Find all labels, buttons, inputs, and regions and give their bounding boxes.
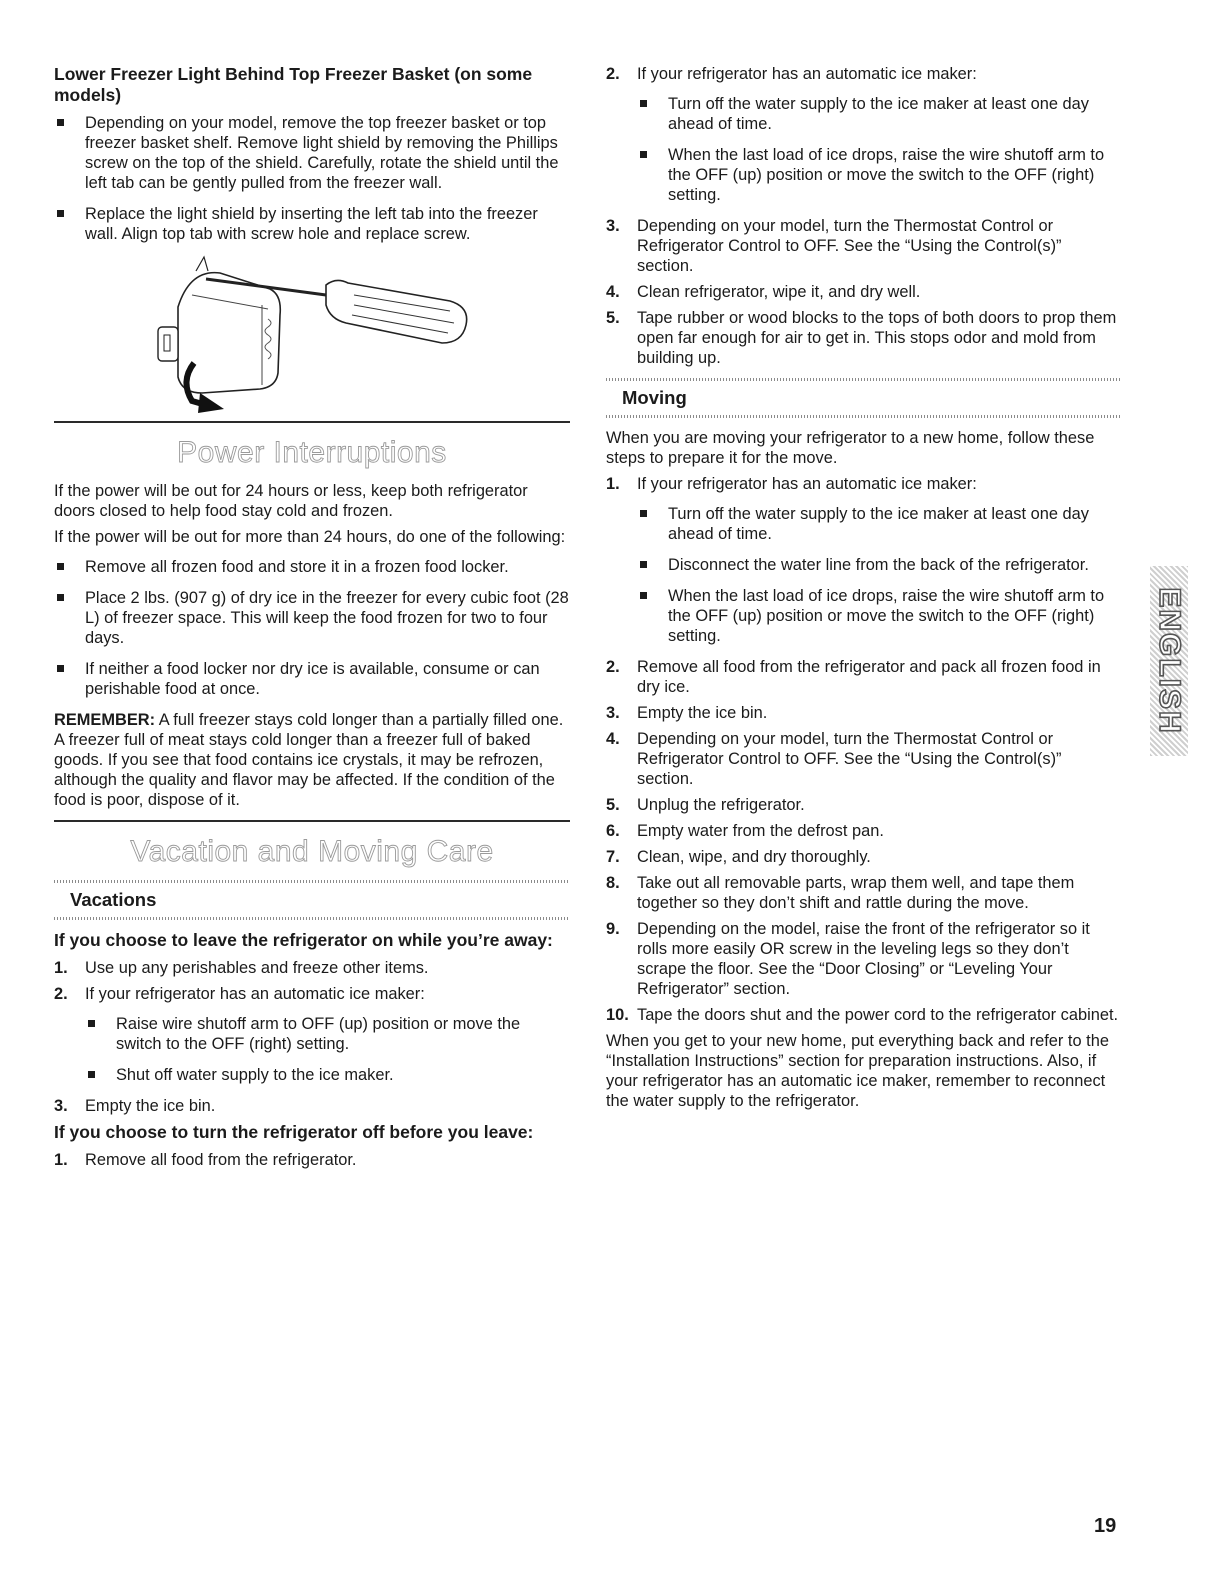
bullet-square-icon: [640, 151, 647, 158]
light-shield-illustration: [150, 255, 480, 415]
turn-off-heading: If you choose to turn the refrigerator off before you leave:: [54, 1122, 534, 1142]
left-column: [54, 64, 570, 1176]
bullet-square-icon: [57, 563, 64, 570]
bullet-item: When the last load of ice drops, raise the wire shutoff arm to the OFF (up) position or move the switch to the OFF (right) setting.: [637, 586, 1122, 646]
bullet-square-icon: [640, 100, 647, 107]
vacations-banner: [54, 880, 570, 920]
bullet-item: Place 2 lbs. (907 g) of dry ice in the freezer for every cubic foot (28 L) of freezer space. This will keep the food frozen for two to four days.: [54, 588, 570, 648]
bullet-item: Raise wire shutoff arm to OFF (up) position or move the switch to the OFF (right) setting.: [85, 1014, 570, 1054]
step-item: 1. Remove all food from the refrigerator.: [54, 1151, 357, 1169]
right-column: [606, 64, 1122, 1117]
step-item: 9. Depending on the model, raise the front of the refrigerator so it rolls more easily OR screw in the leveling legs so they don’t scrape the floor. See the “Door Closing” or “Leveling Your Refrigerator” section.: [606, 920, 1090, 998]
paragraph: When you get to your new home, put everything back and refer to the “Installation Instructions” section for preparation instructions. Also, if your refrigerator has an automatic ice maker, remember to reconnect the water supply to the refrigerator.: [606, 1032, 1109, 1110]
bullet-square-icon: [640, 592, 647, 599]
step-item: 5. Tape rubber or wood blocks to the tops of both doors to prop them open far enough for air to get in. This stops odor and mold from building up.: [606, 309, 1117, 367]
moving-banner: [606, 378, 1122, 418]
step-item: 2. If your refrigerator has an automatic ice maker:: [54, 985, 425, 1003]
step-item: 3. Empty the ice bin.: [54, 1097, 216, 1115]
paragraph: When you are moving your refrigerator to a new home, follow these steps to prepare it for the move.: [606, 429, 1095, 467]
step-item: 8. Take out all removable parts, wrap them well, and tape them together so they don’t shift and rattle during the move.: [606, 874, 1075, 912]
step-item: 2. Remove all food from the refrigerator and pack all frozen food in dry ice.: [606, 658, 1101, 696]
bullet-item: When the last load of ice drops, raise the wire shutoff arm to the OFF (up) position or move the switch to the OFF (right) setting.: [637, 145, 1122, 205]
step-item: 7. Clean, wipe, and dry thoroughly.: [606, 848, 871, 866]
step-item: 4. Depending on your model, turn the Thermostat Control or Refrigerator Control to OFF. See the “Using the Control(s)” section.: [606, 730, 1062, 788]
bullet-item: Disconnect the water line from the back of the refrigerator.: [637, 555, 1122, 575]
step-item: 2. If your refrigerator has an automatic ice maker:: [606, 65, 977, 83]
step-item: 1. Use up any perishables and freeze other items.: [54, 959, 429, 977]
bullet-item: Replace the light shield by inserting the left tab into the freezer wall. Align top tab with screw hole and replace screw.: [54, 204, 570, 244]
step-item: 6. Empty water from the defrost pan.: [606, 822, 884, 840]
bullet-item: Remove all frozen food and store it in a frozen food locker.: [54, 557, 570, 577]
section-divider: [54, 421, 570, 423]
vacations-label: Vacations: [70, 889, 157, 910]
bullet-square-icon: [88, 1020, 95, 1027]
bullet-square-icon: [88, 1071, 95, 1078]
bullet-square-icon: [57, 594, 64, 601]
language-side-tab: ENGLISH: [1150, 566, 1188, 756]
light-heading: Lower Freezer Light Behind Top Freezer Basket (on some models): [54, 64, 533, 105]
bullet-item: If neither a food locker nor dry ice is available, consume or can perishable food at once.: [54, 659, 570, 699]
step-item: 5. Unplug the refrigerator.: [606, 796, 805, 814]
bullet-square-icon: [640, 510, 647, 517]
power-interruptions-title: Power Interruptions: [177, 436, 447, 469]
bullet-square-icon: [57, 210, 64, 217]
bullet-square-icon: [640, 561, 647, 568]
remember-label: REMEMBER:: [54, 711, 156, 729]
step-item: 1. If your refrigerator has an automatic ice maker:: [606, 475, 977, 493]
bullet-square-icon: [57, 119, 64, 126]
leave-on-heading: If you choose to leave the refrigerator on while you’re away:: [54, 930, 553, 950]
step-item: 3. Empty the ice bin.: [606, 704, 768, 722]
bullet-square-icon: [57, 665, 64, 672]
moving-label: Moving: [622, 387, 687, 408]
paragraph: If the power will be out for more than 24 hours, do one of the following:: [54, 528, 566, 546]
section-divider: [54, 820, 570, 822]
vacation-moving-title: Vacation and Moving Care: [130, 835, 494, 868]
bullet-item: Shut off water supply to the ice maker.: [85, 1065, 570, 1085]
paragraph: If the power will be out for 24 hours or less, keep both refrigerator doors closed to help food stay cold and frozen.: [54, 482, 528, 520]
step-item: 4. Clean refrigerator, wipe it, and dry well.: [606, 283, 921, 301]
bullet-item: Depending on your model, remove the top freezer basket or top freezer basket shelf. Remove light shield by removing the Phillips screw on the top of the shield. Carefully, rotate the shield until the left tab can be gently pulled from the freezer wall.: [54, 113, 570, 193]
bullet-item: Turn off the water supply to the ice maker at least one day ahead of time.: [637, 94, 1122, 134]
bullet-item: Turn off the water supply to the ice maker at least one day ahead of time.: [637, 504, 1122, 544]
step-item: 3. Depending on your model, turn the Thermostat Control or Refrigerator Control to OFF. See the “Using the Control(s)” section.: [606, 217, 1062, 275]
remember-paragraph: REMEMBER: A full freezer stays cold longer than a partially filled one. A freezer full of meat stays cold longer than a freezer full of baked goods. If you see that food contains ice crystals, it may be refrozen, although the quality and flavor may be affected. If the condition of the food is poor, dispose of it.: [54, 711, 564, 809]
page-number: 19: [1094, 1515, 1117, 1537]
step-item: 10. Tape the doors shut and the power cord to the refrigerator cabinet.: [606, 1006, 1119, 1024]
